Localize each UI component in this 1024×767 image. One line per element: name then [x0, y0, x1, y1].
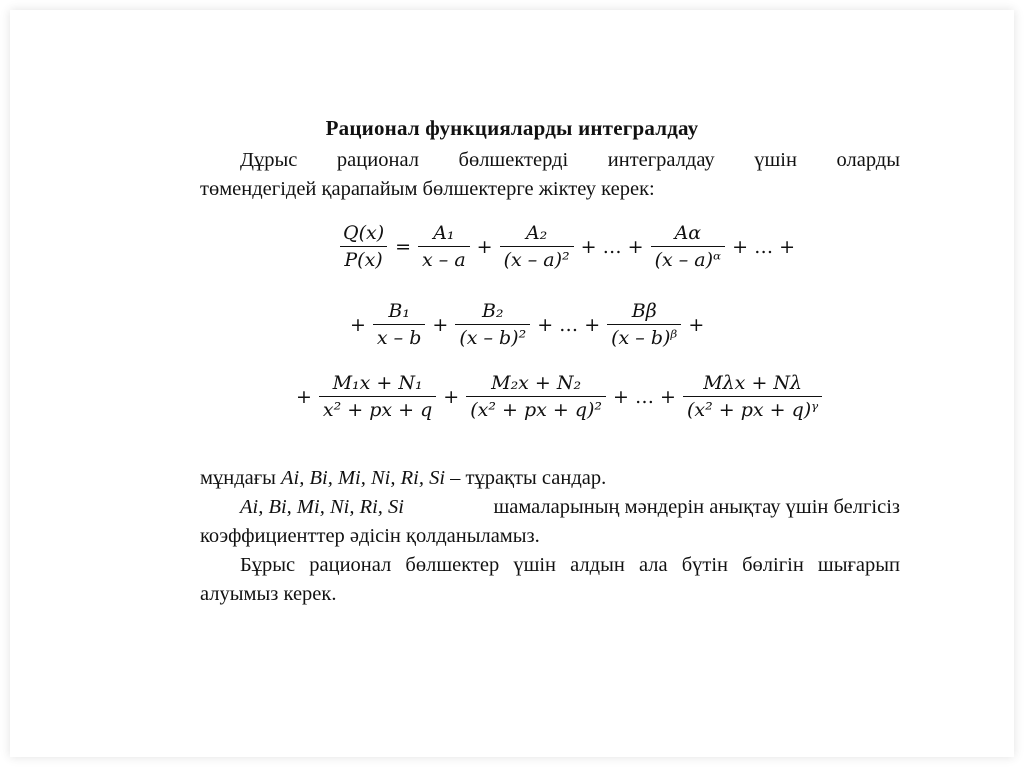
text-prefix: мұндағы — [200, 467, 276, 489]
formula-row-1 — [336, 222, 799, 271]
plus-sign: + — [296, 385, 312, 408]
fraction-den: (x – b)ᵝ — [607, 324, 681, 349]
text-suffix: – тұрақты сандар. — [450, 467, 607, 489]
coefficient-list: Ai, Bi, Mi, Ni, Ri, Si — [281, 467, 446, 489]
ellipsis-plus: + … + — [613, 385, 676, 408]
fraction-aalpha — [651, 222, 726, 271]
method-line-1 — [200, 493, 900, 522]
lhs-fraction — [339, 222, 388, 271]
fraction-den: (x – a)ᵅ — [651, 246, 726, 271]
improper-line-2: алуымыз керек. — [200, 583, 337, 605]
constants-line — [200, 464, 900, 493]
fraction-num: Aα — [674, 222, 702, 244]
fraction-num: B₂ — [481, 300, 504, 322]
fraction-a2 — [500, 222, 574, 271]
slide-title: Рационал функцияларды интегралдау — [325, 116, 699, 140]
intro-paragraph — [200, 146, 900, 204]
fraction-den: (x² + px + q)² — [466, 396, 606, 421]
intro-line-2: төмендегідей қарапайым бөлшектерге жіктеу керек: — [200, 178, 655, 200]
fraction-b2 — [455, 300, 530, 349]
method-line-2: коэффициенттер әдісін қолданыламыз. — [200, 525, 540, 547]
fraction-num: M₁x + N₁ — [332, 372, 423, 394]
fraction-num: Mλx + Nλ — [703, 372, 803, 394]
formula-row-3 — [292, 372, 825, 421]
method-text: шамаларының мәндерін анықтау үшін белгісіз — [493, 496, 900, 518]
trailing-ellipsis: + … + — [732, 235, 796, 258]
fraction-a1 — [418, 222, 470, 271]
fraction-den: x – a — [418, 246, 470, 271]
fraction-den: (x – b)² — [455, 324, 530, 349]
fraction-m2 — [466, 372, 606, 421]
fraction-bbeta — [607, 300, 681, 349]
plus-sign: + — [476, 235, 493, 258]
ellipsis-plus: + … + — [537, 313, 601, 336]
improper-line-1: Бұрыс рационал бөлшектер үшін алдын ала бүтін бөлігін шығарып — [240, 554, 900, 576]
fraction-mlambda — [683, 372, 822, 421]
plus-sign: + — [688, 313, 705, 336]
fraction-num: B₁ — [388, 300, 410, 322]
fraction-den: (x² + px + q)ᵞ — [683, 396, 822, 421]
fraction-num: A₁ — [433, 222, 455, 244]
ellipsis-plus: + … + — [580, 235, 644, 258]
plus-sign: + — [432, 313, 449, 336]
plus-sign: + — [350, 313, 366, 336]
plus-sign: + — [443, 385, 460, 408]
coefficient-list-2: Ai, Bi, Mi, Ni, Ri, Si — [240, 496, 404, 518]
constants-paragraph — [200, 464, 900, 609]
fraction-den: (x – a)² — [500, 246, 574, 271]
fraction-den: x – b — [373, 324, 425, 349]
formula-row-2 — [346, 300, 708, 349]
fraction-den: x² + px + q — [319, 396, 436, 421]
fraction-m1 — [319, 372, 436, 421]
equals-sign: = — [395, 235, 412, 258]
fraction-num: A₂ — [525, 222, 548, 244]
lhs-numerator: Q(x) — [343, 222, 385, 244]
lhs-denominator: P(x) — [340, 246, 386, 271]
fraction-num: M₂x + N₂ — [491, 372, 582, 394]
intro-line-1: Дұрыс рационал бөлшектерді интегралдау үшін оларды — [240, 149, 900, 171]
fraction-b1 — [373, 300, 425, 349]
fraction-num: Bβ — [631, 300, 657, 322]
